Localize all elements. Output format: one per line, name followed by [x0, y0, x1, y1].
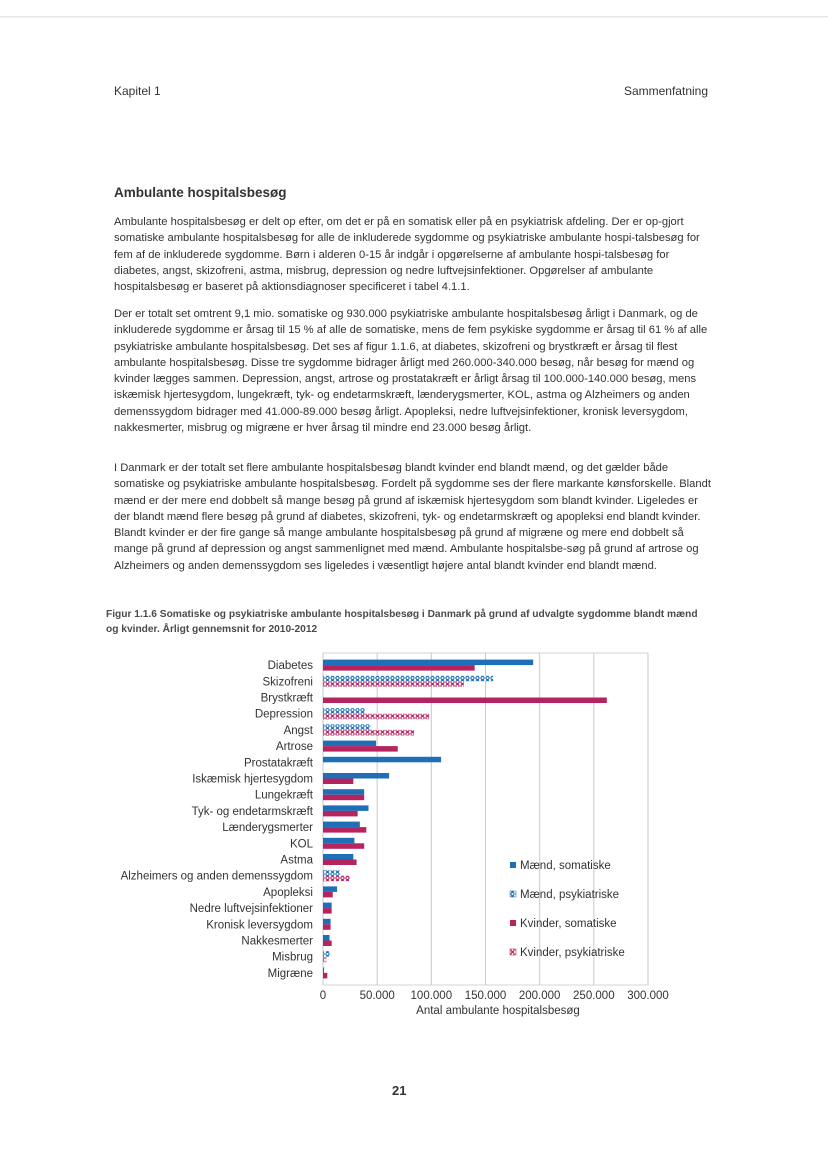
bar [323, 724, 371, 730]
category-label: Nakkesmerter [241, 935, 313, 948]
category-label: Tyk- og endetarmskræft [191, 805, 313, 818]
legend-swatch [510, 920, 516, 926]
bar [323, 886, 337, 892]
category-label: Apopleksi [263, 886, 313, 899]
x-tick-label: 250.000 [573, 990, 615, 1002]
running-header-section: Sammenfatning [623, 84, 708, 98]
x-tick-label: 100.000 [410, 990, 453, 1002]
legend-label: Mænd, psykiatriske [520, 889, 620, 901]
bar [323, 935, 330, 941]
category-label: KOL [289, 838, 313, 851]
bar [323, 903, 332, 909]
x-tick-label: 0 [319, 990, 327, 1002]
category-label: Lænderygsmerter [222, 822, 313, 835]
page-number: 21 [392, 1083, 407, 1098]
bar [323, 822, 360, 828]
bar [323, 838, 354, 844]
category-label: Prostatakræft [243, 757, 313, 770]
category-label: Artrose [275, 741, 313, 754]
bar [323, 773, 389, 779]
bar [323, 908, 332, 914]
category-label: Kronisk leversygdom [206, 919, 313, 932]
category-label: Iskæmisk hjertesygdom [192, 773, 313, 786]
category-label: Diabetes [267, 660, 313, 673]
running-header-chapter: Kapitel 1 [114, 84, 161, 98]
bar [323, 973, 327, 979]
bar [323, 795, 364, 801]
bar [323, 676, 493, 682]
bar [323, 843, 364, 849]
bar [323, 698, 607, 704]
x-tick-label: 200.000 [518, 990, 561, 1002]
category-label: Skizofreni [262, 676, 313, 689]
legend-label: Mænd, somatiske [520, 860, 611, 872]
category-label: Depression [254, 708, 313, 721]
bar [323, 811, 358, 817]
bar [323, 779, 353, 785]
legend-label: Kvinder, somatiske [520, 918, 617, 930]
category-label: Migræne [267, 967, 313, 980]
bar [323, 714, 429, 720]
bar [323, 919, 331, 925]
category-labels [121, 660, 314, 980]
x-tick-label: 150.000 [464, 990, 507, 1002]
x-tick-labels [320, 990, 669, 1002]
paragraph-3: I Danmark er der totalt set flere ambulante hospitalsbesøg blandt kvinder end blandt mænd, og det gælder både somatiske og psykiatriske ambulante hospitalsbesøg. Fordelt på sygdomme ses der flere markante kønsforskelle. Blandt mænd er der mere end dobbelt så mange besøg på grund af iskæmisk hjertesygdom som blandt kvinder. Ligeledes er der blandt mænd flere besøg på grund af diabetes, skizofreni, tyk- og endetarmskræft og apopleksi end blandt kvinder. Blandt kvinder er der fire gange så mange ambulante hospitalsbesøg på grund af migræne og mere end dobbelt så mange på grund af depression og angst sammenlignet med mænd. Ambulante hospitalsbe-søg på grund af artrose og Alzheimers og anden demenssygdom ses ligeledes i væsentligt højere antal blandt kvinder end blandt mænd. [114, 462, 711, 572]
legend-swatch [510, 862, 516, 868]
bar [323, 757, 441, 763]
bar [323, 741, 376, 747]
category-label: Lungekræft [254, 789, 313, 802]
section-heading: Ambulante hospitalsbesøg [114, 185, 287, 200]
bar [323, 681, 464, 687]
bar [323, 967, 324, 973]
legend-swatch [510, 949, 516, 955]
bar [323, 854, 353, 860]
category-label: Angst [283, 724, 313, 737]
bar [323, 951, 330, 957]
bar [323, 789, 364, 795]
bar [323, 870, 340, 876]
bar [323, 708, 365, 714]
paragraph-1: Ambulante hospitalsbesøg er delt op efter, om det er på en somatisk eller på en psykiatrisk afdeling. Der er op-gjort somatiske ambulante hospitalsbesøg for alle de inkluderede sygdomme og psykiatriske ambulante hospi-talsbesøg for fem af de inkluderede sygdomme. Børn i alderen 0-15 år indgår i opgørelserne af ambulante hospi-talsbesøg for diabetes, angst, skizofreni, astma, misbrug, depression og nedre luftvejsinfektioner. Opgørelser af ambulante hospitalsbesøg er baseret på aktionsdiagnoser specificeret i tabel 4.1.1. [114, 216, 700, 294]
figure-caption: Figur 1.1.6 Somatiske og psykiatriske ambulante hospitalsbesøg i Danmark på grund af udvalgte sygdomme blandt mænd og kvinder. Årligt gennemsnit for 2010-2012 [106, 609, 698, 635]
bar [323, 876, 350, 882]
category-label: Astma [280, 854, 313, 867]
category-label: Misbrug [272, 951, 313, 964]
legend-swatch [510, 891, 516, 897]
bar [323, 957, 326, 963]
bar [323, 924, 331, 930]
bar [323, 860, 357, 866]
x-tick-label: 50.000 [359, 990, 395, 1002]
paragraph-2: Der er totalt set omtrent 9,1 mio. somatiske og 930.000 psykiatriske ambulante hospitalsbesøg årligt i Danmark, og de inkluderede sygdomme er årsag til 15 % af alle de somatiske, mens de fem psykiske sygdomme er årsag til 61 % af alle psykiatriske ambulante hospitalsbesøg. Det ses af figur 1.1.6, at diabetes, skizofreni og brystkræft er årsag til flest ambulante hospitalsbesøg. Disse tre sygdomme bidrager årligt med 260.000-340.000 besøg, når besøg for mænd og kvinder lægges sammen. Depression, angst, artrose og prostatakræft er årligt årsag til 100.000-140.000 besøg, mens iskæmisk hjertesygdom, lungekræft, tyk- og endetarmskræft, lænderygsmerter, KOL, astma og Alzheimers og anden demenssygdom bidrager med 41.000-89.000 besøg årligt. Apopleksi, nedre luftvejsinfektioner, kronisk leversygdom, nakkesmerter, misbrug og migræne er hver årsag til mindre end 23.000 besøg årligt. [114, 308, 708, 435]
bar [323, 892, 333, 898]
category-label: Nedre luftvejsinfektioner [189, 903, 313, 916]
bar [323, 805, 369, 811]
bar [323, 827, 366, 833]
bar [323, 665, 475, 671]
category-label: Brystkræft [260, 692, 313, 705]
bar [323, 730, 414, 736]
x-axis-label: Antal ambulante hospitalsbesøg [416, 1005, 580, 1017]
x-tick-label: 300.000 [627, 990, 669, 1002]
legend-label: Kvinder, psykiatriske [520, 947, 625, 959]
bar [323, 941, 332, 947]
bar [323, 660, 533, 666]
bar [323, 746, 398, 752]
category-label: Alzheimers og anden demenssygdom [120, 870, 313, 883]
